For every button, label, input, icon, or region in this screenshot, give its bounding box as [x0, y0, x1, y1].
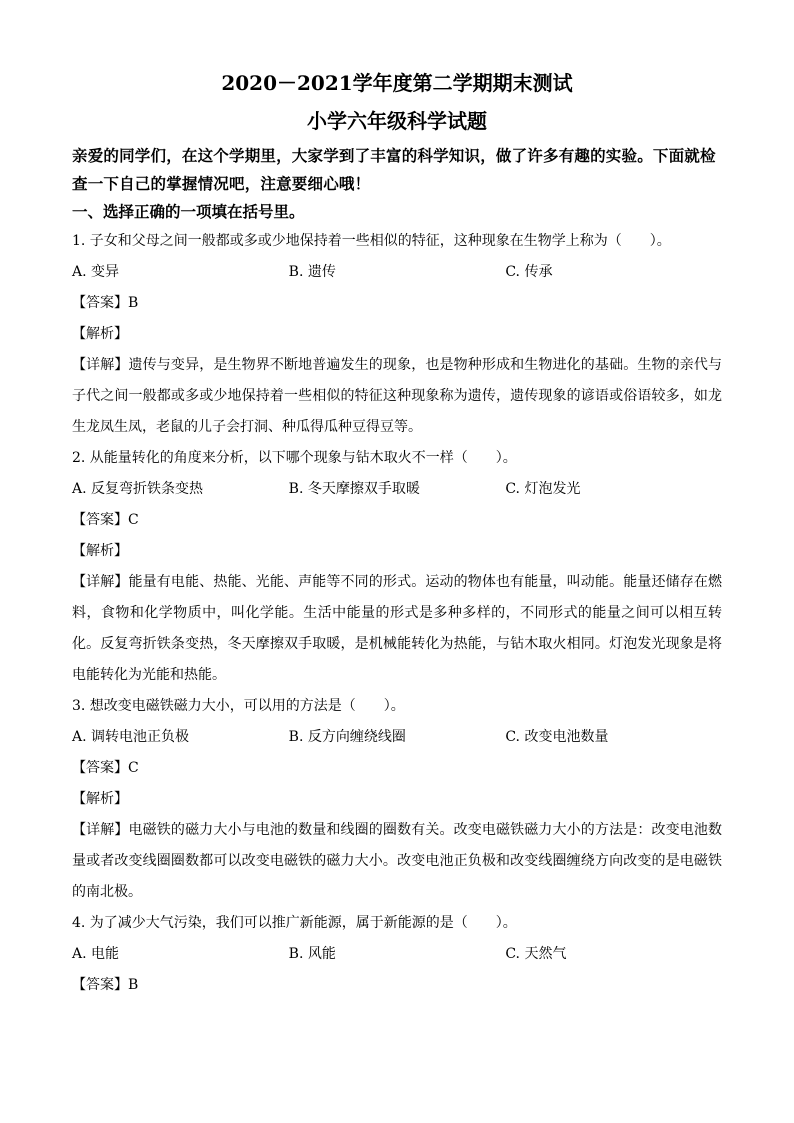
- option-a: A. 变异: [72, 264, 120, 280]
- option-b: B. 反方向缠绕线圈: [288, 729, 406, 745]
- question-stem: 3. 想改变电磁铁磁力大小，可以用的方法是（ ）。: [72, 698, 405, 714]
- answer-label: 【答案】C: [72, 512, 139, 528]
- page-subtitle: 小学六年级科学试题: [307, 109, 487, 133]
- option-c: C. 天然气: [505, 946, 567, 962]
- question-block: [72, 908, 722, 1001]
- detail-text: 【详解】遗传与变异，是生物界不断地普遍发生的现象，也是物种形成和生物进化的基础。生物的亲代与子代之间一般都或多或少地保持着一些相似的特征这种现象称为遗传，遗传现象的谚语或俗语较多，如龙生龙凤生凤，老鼠的儿子会打洞、种瓜得瓜种豆得豆等。: [72, 357, 722, 435]
- question-stem: 1. 子女和父母之间一般都或多或少地保持着一些相似的特征，这种现象在生物学上称为（ ）。: [72, 233, 671, 249]
- question-stem: 4. 为了减少大气污染，我们可以推广新能源，属于新能源的是（ ）。: [72, 915, 517, 931]
- option-c: C. 传承: [505, 264, 553, 280]
- option-a: A. 反复弯折铁条变热: [72, 481, 204, 497]
- answer-label: 【答案】C: [72, 760, 139, 776]
- detail-text: 【详解】能量有电能、热能、光能、声能等不同的形式。运动的物体也有能量，叫动能。能量还储存在燃料，食物和化学物质中，叫化学能。生活中能量的形式是多种多样的，不同形式的能量之间可以相互转化。反复弯折铁条变热，冬天摩擦双手取暖，是机械能转化为热能，与钻木取火相同。灯泡发光现象是将电能转化为光能和热能。: [72, 574, 722, 683]
- options-row: [72, 474, 722, 505]
- option-c: C. 灯泡发光: [505, 481, 581, 497]
- analysis-label: 【解析】: [72, 326, 128, 342]
- question-block: [72, 226, 722, 443]
- exam-page: [72, 64, 722, 1001]
- options-row: [72, 939, 722, 970]
- question-block: [72, 691, 722, 908]
- option-b: B. 风能: [288, 946, 336, 962]
- analysis-label: 【解析】: [72, 791, 128, 807]
- options-row: [72, 722, 722, 753]
- answer-label: 【答案】B: [72, 295, 139, 311]
- question-stem: 2. 从能量转化的角度来分析，以下哪个现象与钻木取火不一样（ ）。: [72, 450, 517, 466]
- option-c: C. 改变电池数量: [505, 729, 609, 745]
- option-a: A. 调转电池正负极: [72, 729, 190, 745]
- section-title: 一、选择正确的一项填在括号里。: [72, 202, 305, 221]
- page-title: 2020－2021学年度第二学期期末测试: [221, 71, 573, 95]
- intro-text: 亲爱的同学们，在这个学期里，大家学到了丰富的科学知识，做了许多有趣的实验。下面就检查一下自己的掌握情况吧，注意要细心哦！: [72, 146, 716, 193]
- detail-text: 【详解】电磁铁的磁力大小与电池的数量和线圈的圈数有关。改变电磁铁磁力大小的方法是：改变电池数量或者改变线圈圈数都可以改变电磁铁的磁力大小。改变电池正负极和改变线圈缠绕方向改变的是电磁铁的南北极。: [72, 822, 722, 900]
- question-block: [72, 443, 722, 691]
- option-b: B. 冬天摩擦双手取暖: [288, 481, 420, 497]
- answer-label: 【答案】B: [72, 977, 139, 993]
- option-b: B. 遗传: [288, 264, 336, 280]
- analysis-label: 【解析】: [72, 543, 128, 559]
- option-a: A. 电能: [72, 946, 120, 962]
- options-row: [72, 257, 722, 288]
